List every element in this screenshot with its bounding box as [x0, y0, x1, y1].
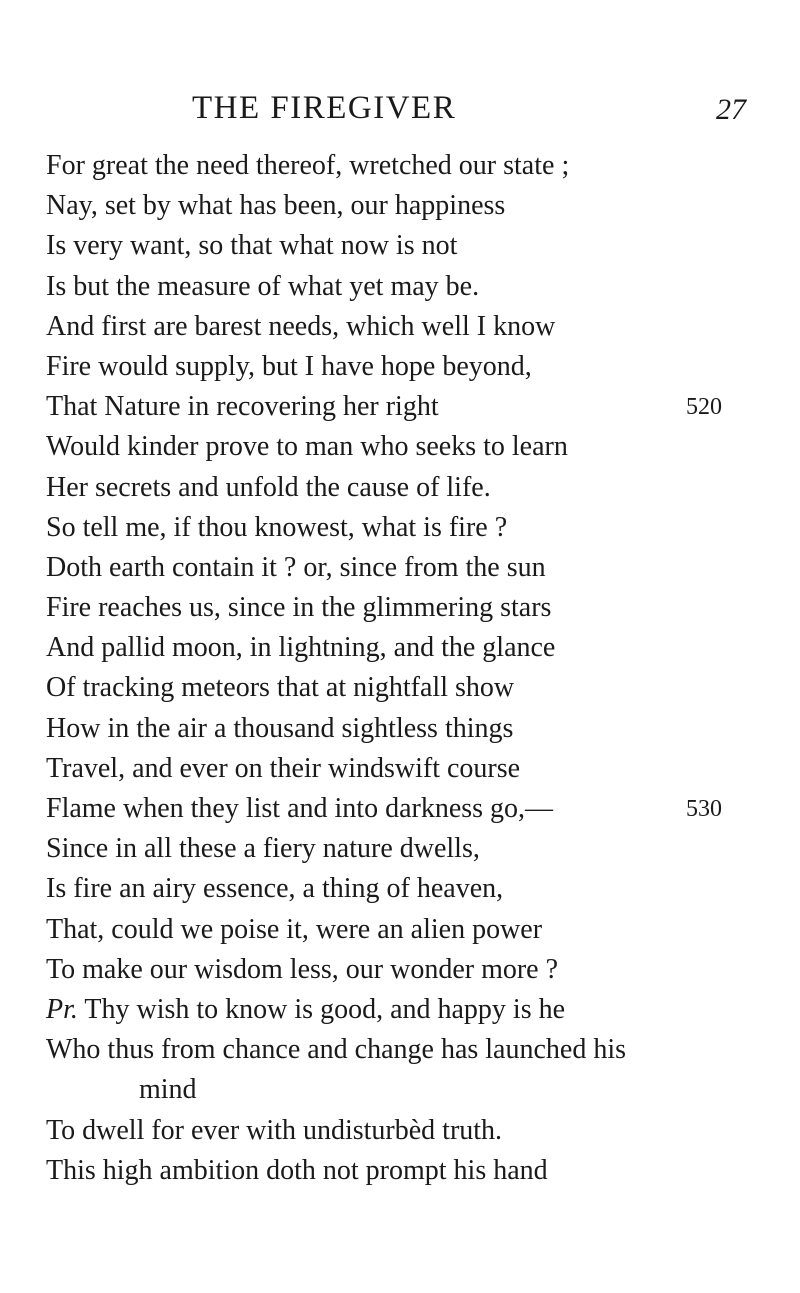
verse-line: [46, 588, 776, 628]
line-text: Her secrets and unfold the cause of life.: [46, 471, 491, 503]
verse-line: [46, 468, 776, 508]
verse-line: [46, 628, 776, 668]
line-text: Fire would supply, but I have hope beyond,: [46, 350, 532, 382]
line-text: Is but the measure of what yet may be.: [46, 270, 480, 302]
line-number: 520: [686, 394, 722, 421]
verse-line: [46, 307, 776, 347]
line-text: Of tracking meteors that at nightfall show: [46, 672, 515, 704]
line-text: That, could we poise it, were an alien power: [46, 913, 543, 945]
line-number: 530: [686, 796, 722, 822]
verse-line: [46, 548, 776, 588]
verse-line: [46, 829, 776, 869]
line-text: And first are barest needs, which well I know: [46, 310, 556, 342]
line-text: Doth earth contain it ? or, since from the sun: [46, 551, 546, 583]
verse-line: [46, 869, 776, 909]
verse-line: [46, 709, 776, 749]
line-text: Is fire an airy essence, a thing of heaven,: [46, 873, 504, 905]
verse-line: [46, 508, 776, 548]
verse-line: [46, 347, 776, 387]
verse-line: [46, 789, 776, 829]
verse-line: [46, 1030, 776, 1070]
line-text: How in the air a thousand sightless things: [46, 712, 514, 744]
line-text: To make our wisdom less, our wonder more ?: [46, 953, 559, 985]
verse-block: [46, 146, 776, 1191]
verse-line: [46, 990, 776, 1030]
verse-line-continuation: [46, 1070, 776, 1110]
line-text: Nay, set by what has been, our happiness: [46, 190, 506, 222]
verse-line: [46, 950, 776, 990]
line-text: Who thus from chance and change has launched his: [46, 1034, 627, 1066]
line-text: Since in all these a fiery nature dwells,: [46, 833, 480, 865]
verse-line: [46, 749, 776, 789]
line-text: That Nature in recovering her right: [46, 391, 439, 423]
speaker-label: Pr.: [46, 993, 78, 1025]
line-text: And pallid moon, in lightning, and the glance: [46, 632, 556, 664]
line-text: Thy wish to know is good, and happy is he: [77, 993, 566, 1025]
line-text: This high ambition doth not prompt his hand: [46, 1154, 548, 1186]
verse-line: [46, 146, 776, 186]
verse-line: [46, 427, 776, 467]
line-text: For great the need thereof, wretched our state ;: [46, 150, 570, 181]
line-text: Travel, and ever on their windswift course: [46, 752, 521, 784]
verse-line: [46, 387, 776, 427]
verse-line: [46, 668, 776, 708]
verse-line: [46, 1151, 776, 1191]
verse-line: [46, 226, 776, 266]
verse-line: [46, 186, 776, 226]
line-text: Would kinder prove to man who seeks to learn: [46, 431, 568, 463]
line-text: Is very want, so that what now is not: [46, 230, 458, 262]
verse-line: [46, 1111, 776, 1151]
verse-line: [46, 910, 776, 950]
line-text: To dwell for ever with undisturbèd truth.: [46, 1114, 503, 1146]
line-text: Fire reaches us, since in the glimmering stars: [46, 592, 552, 624]
line-text: So tell me, if thou knowest, what is fire ?: [46, 511, 508, 543]
page-number: 27: [716, 93, 746, 126]
line-text: mind: [139, 1074, 197, 1106]
verse-line: [46, 267, 776, 307]
running-title: THE FIREGIVER: [192, 90, 457, 126]
line-text: Flame when they list and into darkness go,—: [46, 793, 554, 824]
